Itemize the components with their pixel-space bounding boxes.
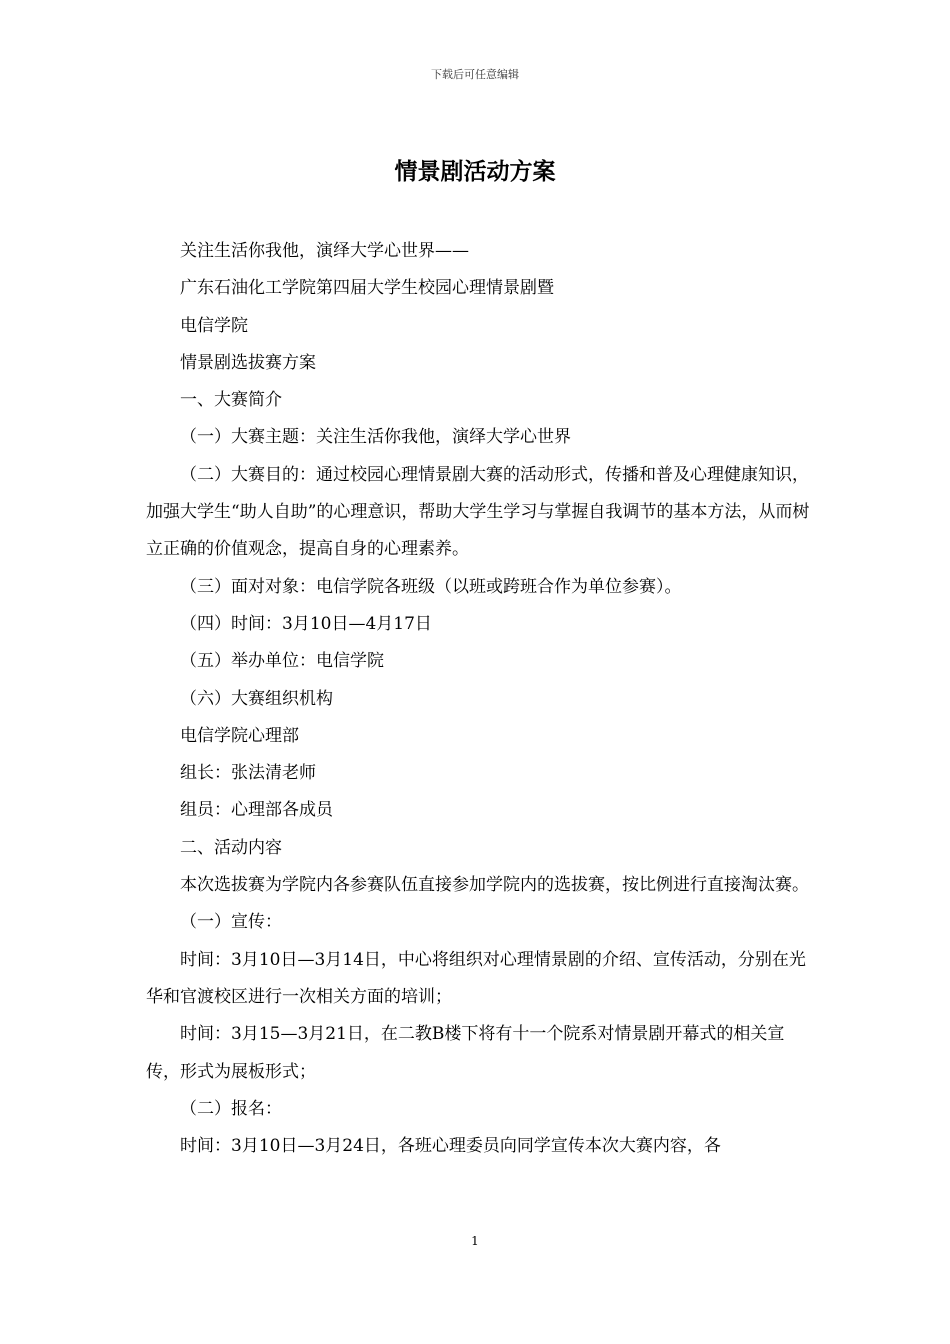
header-note: 下载后可任意编辑 bbox=[431, 68, 519, 81]
paragraph: 关注生活你我他，演绎大学心世界—— bbox=[180, 241, 469, 261]
paragraph: 广东石油化工学院第四届大学生校园心理情景剧暨 bbox=[180, 278, 554, 299]
paragraph: 电信学院心理部 bbox=[180, 725, 299, 746]
document-body bbox=[146, 233, 816, 1165]
paragraph: 情景剧选拔赛方案 bbox=[180, 352, 316, 373]
paragraph: 电信学院 bbox=[180, 315, 248, 336]
paragraph: 时间：3月15—3月21日，在二教B楼下将有十一个院系对情景剧开幕式的相关宣传，形式为展板形式； bbox=[146, 1024, 785, 1082]
paragraph: 组员：心理部各成员 bbox=[180, 800, 333, 821]
paragraph: （一）宣传： bbox=[180, 912, 282, 933]
document-title: 情景剧活动方案 bbox=[394, 159, 556, 185]
paragraph: （六）大赛组织机构 bbox=[180, 688, 333, 709]
page-number: 1 bbox=[471, 1234, 479, 1248]
paragraph: （四）时间：3月10日—4月17日 bbox=[180, 613, 432, 634]
paragraph: （一）大赛主题：关注生活你我他，演绎大学心世界 bbox=[180, 427, 571, 448]
paragraph: （二）大赛目的：通过校园心理情景剧大赛的活动形式，传播和普及心理健康知识，加强大学生“助人自助”的心理意识，帮助大学生学习与掌握自我调节的基本方法，从而树立正确的价值观念，提高自身的心理素养。 bbox=[146, 464, 810, 560]
paragraph: （二）报名： bbox=[180, 1098, 282, 1119]
paragraph: （三）面对对象：电信学院各班级（以班或跨班合作为单位参赛）。 bbox=[180, 576, 682, 597]
paragraph: 本次选拔赛为学院内各参赛队伍直接参加学院内的选拔赛，按比例进行直接淘汰赛。 bbox=[180, 875, 809, 896]
paragraph: 时间：3月10日—3月14日，中心将组织对心理情景剧的介绍、宣传活动，分别在光华和官渡校区进行一次相关方面的培训； bbox=[146, 949, 806, 1007]
section-heading: 二、活动内容 bbox=[180, 837, 282, 858]
section-heading: 一、大赛简介 bbox=[180, 390, 282, 411]
paragraph: 组长：张法清老师 bbox=[180, 763, 316, 784]
paragraph: 时间：3月10日—3月24日，各班心理委员向同学宣传本次大赛内容，各 bbox=[180, 1136, 721, 1157]
paragraph: （五）举办单位：电信学院 bbox=[180, 651, 384, 672]
